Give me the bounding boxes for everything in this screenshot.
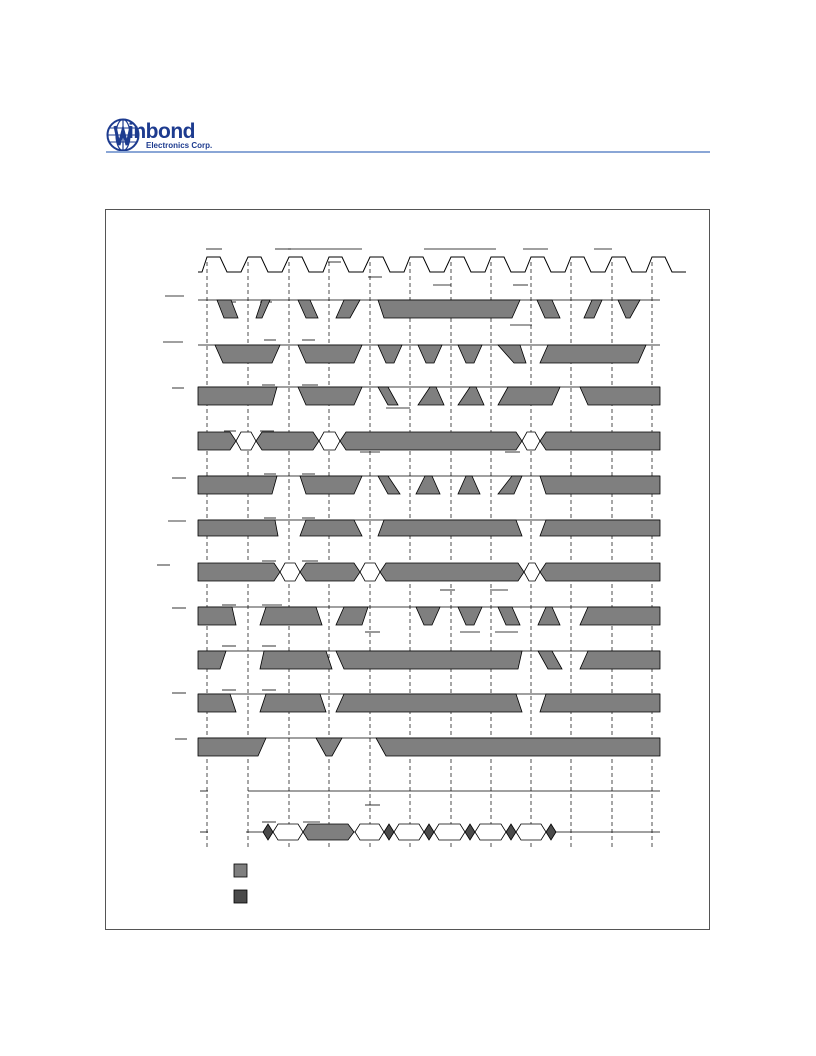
brand-wordmark: inbond [128,120,195,143]
bus-transition [524,563,540,581]
signal-shaded-region [378,520,522,536]
signal-shaded-region [300,520,362,536]
signal-row [198,651,660,669]
brand-tagline: Electronics Corp. [146,141,213,150]
data-diamond [465,824,475,840]
signal-shaded-region [198,476,277,494]
signal-shaded-region [498,345,526,363]
signal-shaded-region [378,476,400,494]
data-diamond [263,824,273,840]
signal-shaded-region [580,651,660,669]
signal-shaded-region [256,432,319,450]
signal-shaded-region [300,476,362,494]
signal-shaded-region [256,300,270,318]
signal-shaded-region [537,300,560,318]
signal-shaded-region [198,651,226,669]
data-eye [475,824,506,840]
signal-shaded-region [458,476,480,494]
data-eye [355,824,384,840]
signal-shaded-region [458,345,482,363]
signal-shaded-region [538,607,560,625]
bus-transition [236,432,256,450]
signal-shaded-region [416,476,440,494]
signal-row [198,738,660,756]
signal-shaded-region [298,387,362,405]
signal-row [198,520,660,536]
bus-transition [319,432,340,450]
signal-shaded-region [298,300,318,318]
bus-transition [360,563,380,581]
signal-shaded-region [340,432,522,450]
signal-shaded-region [198,432,236,450]
data-eye [434,824,465,840]
signal-shaded-region [298,345,362,363]
data-eye [394,824,424,840]
signal-shaded-region [378,387,398,405]
signal-shaded-region [198,607,236,625]
signal-shaded-region [198,520,278,536]
legend-swatch-dark [234,890,247,903]
data-diamond [424,824,434,840]
signal-shaded-region [458,387,484,405]
signal-shaded-region [376,738,660,756]
signal-shaded-region [540,520,660,536]
signal-shaded-region [300,563,360,581]
signal-row [198,476,660,494]
signal-shaded-region [336,694,522,712]
legend-swatch-light [234,864,247,877]
signal-row [198,300,660,318]
signal-shaded-region [378,300,520,318]
signal-shaded-region [498,607,520,625]
signal-row [198,387,660,405]
clock-trace [198,257,686,272]
signal-shaded-region [260,694,326,712]
signal-shaded-region [580,387,660,405]
data-diamond [546,824,556,840]
legend [234,864,247,903]
signal-shaded-region [198,563,280,581]
signal-shaded-region [540,694,660,712]
signal-shaded-region [336,651,522,669]
signal-shaded-region [198,694,236,712]
signal-row [198,563,660,581]
signal-shaded-region [540,432,660,450]
signal-shaded-region [540,563,660,581]
signal-shaded-region [380,563,524,581]
signal-shaded-region [418,387,444,405]
signal-shaded-region [215,345,280,363]
signal-shaded-region [580,607,660,625]
signal-shaded-region [418,345,442,363]
signal-shaded-region [217,300,238,318]
signal-row [198,345,660,363]
signal-shaded-region [538,651,562,669]
signal-shaded-region [498,476,522,494]
signal-shaded-region [458,607,482,625]
signal-rows [198,300,660,840]
data-diamond [384,824,394,840]
data-valid-window [303,824,354,840]
signal-row [198,694,660,712]
signal-row [198,432,660,450]
signal-row [198,607,660,625]
signal-shaded-region [416,607,440,625]
signal-shaded-region [540,345,646,363]
signal-shaded-region [336,607,368,625]
data-eye [516,824,546,840]
bus-transition [280,563,300,581]
signal-shaded-region [198,738,266,756]
signal-shaded-region [540,476,660,494]
signal-shaded-region [260,607,322,625]
signal-shaded-region [260,651,332,669]
signal-shaded-region [378,345,402,363]
signal-shaded-region [584,300,602,318]
clock-waveform [198,257,686,272]
signal-shaded-region [618,300,640,318]
data-eye [273,824,303,840]
signal-shaded-region [316,738,342,756]
data-diamond [506,824,516,840]
signal-shaded-region [498,387,560,405]
bus-transition [522,432,540,450]
signal-shaded-region [198,387,277,405]
signal-shaded-region [336,300,360,318]
